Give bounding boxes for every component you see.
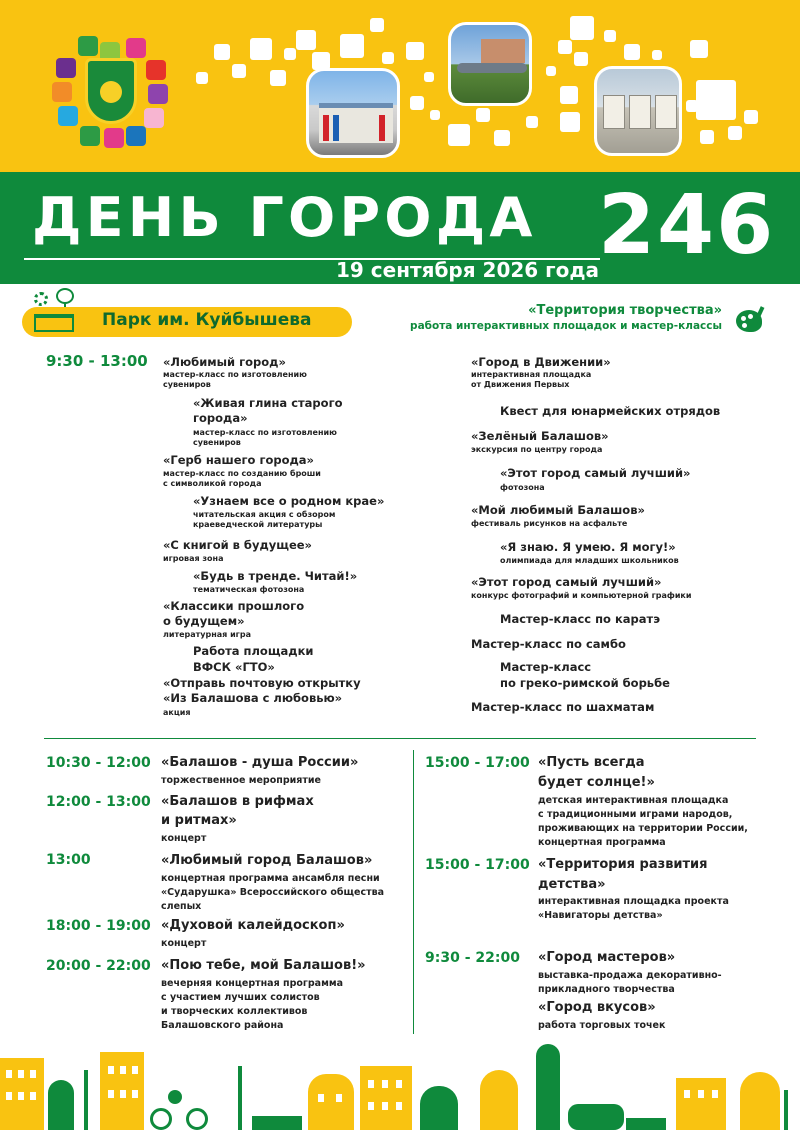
event-desc: сувениров — [163, 380, 211, 389]
schedule-desc: прикладного творчества — [538, 984, 675, 995]
house-icon — [100, 1052, 144, 1130]
decor-square — [476, 108, 490, 122]
cyclist-icon — [150, 1090, 210, 1130]
bench-icon — [252, 1116, 302, 1130]
schedule-desc: и творческих коллективов — [161, 1006, 308, 1017]
event-title: «Я знаю. Я умею. Я могу!» — [500, 540, 676, 554]
decor-square — [526, 116, 538, 128]
decor-square — [410, 96, 424, 110]
house-icon — [308, 1074, 354, 1130]
event-title: «Из Балашова с любовью» — [163, 691, 343, 705]
event-desc: сувениров — [193, 438, 241, 447]
event-title: ВФСК «ГТО» — [193, 660, 275, 674]
family-icon — [420, 1086, 458, 1130]
event-title: «Узнаем все о родном крае» — [193, 494, 385, 508]
schedule-title: «Любимый город Балашов» — [161, 853, 373, 868]
decor-square — [370, 18, 384, 32]
event-title: «Любимый город» — [163, 355, 286, 369]
schedule-title: «Пою тебе, мой Балашов!» — [161, 958, 366, 973]
header-band — [0, 0, 800, 172]
event-title: Мастер-класс по шахматам — [471, 700, 655, 714]
decor-square — [430, 110, 440, 120]
section-divider — [44, 738, 756, 739]
event-title: «Живая глина старого — [193, 396, 343, 410]
schedule-title: «Территория развития — [538, 857, 708, 872]
decor-square — [196, 72, 208, 84]
bench-icon — [626, 1118, 666, 1130]
house-icon — [0, 1058, 44, 1130]
event-desc: литературная игра — [163, 630, 251, 639]
decor-square — [424, 72, 434, 82]
event-desc: с символикой города — [163, 479, 262, 488]
schedule-desc: выставка-продажа декоративно- — [538, 970, 722, 981]
event-title: «Отправь почтовую открытку — [163, 676, 361, 690]
schedule-desc: концерт — [161, 833, 207, 844]
schedule-desc: слепых — [161, 901, 202, 912]
gear-icon — [34, 292, 48, 306]
dog-icon — [568, 1104, 624, 1130]
decor-square — [340, 34, 364, 58]
event-title: Мастер-класс по самбо — [471, 637, 626, 651]
schedule-time: 13:00 — [46, 852, 91, 868]
schedule-title: и ритмах» — [161, 813, 237, 828]
decor-square — [604, 30, 616, 42]
decor-square — [214, 44, 230, 60]
schedule-title: «Город вкусов» — [538, 1000, 656, 1015]
decor-square — [448, 124, 470, 146]
decor-square — [690, 40, 708, 58]
schedule-desc: работа торговых точек — [538, 1020, 666, 1031]
event-desc: читательская акция с обзором — [193, 510, 336, 519]
event-title: города» — [193, 411, 248, 425]
decor-square — [494, 130, 510, 146]
schedule-desc: интерактивная площадка проекта — [538, 896, 729, 907]
event-desc: конкурс фотографий и компьютерной графики — [471, 591, 692, 600]
decor-square — [652, 50, 662, 60]
event-desc: акция — [163, 708, 191, 717]
walking-person-icon — [536, 1044, 560, 1130]
event-desc: фотозона — [500, 483, 545, 492]
schedule-desc: концерт — [161, 938, 207, 949]
decor-square — [574, 52, 588, 66]
event-title: «Город в Движении» — [471, 355, 611, 369]
schedule-time: 12:00 - 13:00 — [46, 794, 151, 810]
park-time: 9:30 - 13:00 — [46, 352, 148, 370]
event-date: 19 сентября 2026 года — [336, 258, 600, 282]
event-desc: от Движения Первых — [471, 380, 570, 389]
lamp-post-icon — [238, 1066, 242, 1130]
memorial-photo — [594, 66, 682, 156]
schedule-desc: концертная программа ансамбля песни — [161, 873, 380, 884]
schedule-desc: Балашовского района — [161, 1020, 284, 1031]
event-desc: мастер-класс по изготовлению — [193, 428, 337, 437]
lamp-post-icon — [84, 1070, 88, 1130]
schedule-title: «Город мастеров» — [538, 950, 676, 965]
building-photo — [306, 68, 400, 158]
schedule-time: 9:30 - 22:00 — [425, 950, 520, 966]
decor-square — [232, 64, 246, 78]
event-title: Квест для юнармейских отрядов — [500, 404, 721, 418]
event-title: по греко-римской борьбе — [500, 676, 670, 690]
decor-square — [284, 48, 296, 60]
column-divider — [413, 750, 414, 1034]
decor-square — [406, 42, 424, 60]
event-desc: мастер-класс по изготовлению — [163, 370, 307, 379]
decor-square — [558, 40, 572, 54]
decor-square — [296, 30, 316, 50]
bench-icon — [34, 314, 74, 332]
event-desc: мастер-класс по созданию броши — [163, 469, 321, 478]
tree-icon — [740, 1072, 780, 1130]
event-title: Мастер-класс по каратэ — [500, 612, 661, 626]
event-desc: фестиваль рисунков на асфальте — [471, 519, 628, 528]
schedule-desc: проживающих на территории России, — [538, 823, 748, 834]
anniversary-number: 246 — [598, 178, 776, 273]
tree-icon — [480, 1070, 518, 1130]
event-desc: экскурсия по центру города — [471, 445, 603, 454]
schedule-desc: вечерняя концертная программа — [161, 978, 344, 989]
schedule-time: 15:00 - 17:00 — [425, 755, 530, 771]
event-title: «Будь в тренде. Читай!» — [193, 569, 358, 583]
house-icon — [676, 1078, 726, 1130]
schedule-title: детства» — [538, 877, 606, 892]
schedule-desc: торжественное мероприятие — [161, 775, 321, 786]
schedule-time: 18:00 - 19:00 — [46, 918, 151, 934]
schedule-title: «Балашов - душа России» — [161, 755, 359, 770]
tree-trunk — [784, 1090, 788, 1130]
event-title: «С книгой в будущее» — [163, 538, 312, 552]
decor-square — [700, 130, 714, 144]
decor-square — [382, 52, 394, 64]
event-desc: олимпиада для младших школьников — [500, 556, 679, 565]
schedule-time: 15:00 - 17:00 — [425, 857, 530, 873]
decor-square — [686, 100, 698, 112]
decor-square — [728, 126, 742, 140]
page-title: ДЕНЬ ГОРОДА — [32, 186, 537, 249]
decor-square — [546, 66, 556, 76]
schedule-time: 10:30 - 12:00 — [46, 755, 151, 771]
schedule-time: 20:00 - 22:00 — [46, 958, 151, 974]
event-title: «Мой любимый Балашов» — [471, 503, 645, 517]
event-desc: краеведческой литературы — [193, 520, 323, 529]
decor-square — [270, 70, 286, 86]
city-emblem-logo — [52, 36, 170, 148]
schedule-desc: концертная программа — [538, 837, 666, 848]
territory-subheading: работа интерактивных площадок и мастер-классы — [410, 320, 722, 332]
decor-square — [696, 80, 736, 120]
event-desc: тематическая фотозона — [193, 585, 305, 594]
territory-heading: «Территория творчества» — [528, 303, 722, 318]
city-skyline-illustration — [0, 1040, 800, 1130]
airplane-monument-photo — [448, 22, 532, 106]
tree-icon — [48, 1080, 74, 1130]
schedule-desc: детская интерактивная площадка — [538, 795, 729, 806]
decor-square — [570, 16, 594, 40]
event-desc: интерактивная площадка — [471, 370, 592, 379]
schedule-desc: с участием лучших солистов — [161, 992, 320, 1003]
schedule-desc: «Сударушка» Всероссийского общества — [161, 887, 385, 898]
schedule-title: «Балашов в рифмах — [161, 794, 314, 809]
event-title: «Классики прошлого — [163, 599, 305, 613]
schedule-desc: с традиционными играми народов, — [538, 809, 733, 820]
event-title: Работа площадки — [193, 644, 314, 658]
palette-icon — [736, 306, 768, 334]
event-title: «Этот город самый лучший» — [500, 466, 691, 480]
park-heading: Парк им. Куйбышева — [102, 310, 312, 330]
event-title: Мастер-класс — [500, 660, 592, 674]
decor-square — [624, 44, 640, 60]
decor-square — [250, 38, 272, 60]
event-title: о будущем» — [163, 614, 245, 628]
event-desc: игровая зона — [163, 554, 224, 563]
decor-square — [560, 112, 580, 132]
event-title: «Этот город самый лучший» — [471, 575, 662, 589]
event-title: «Зелёный Балашов» — [471, 429, 609, 443]
decor-square — [560, 86, 578, 104]
schedule-title: «Духовой калейдоскоп» — [161, 918, 345, 933]
schedule-title: будет солнце!» — [538, 775, 655, 790]
schedule-desc: «Навигаторы детства» — [538, 910, 663, 921]
house-icon — [360, 1066, 412, 1130]
decor-square — [744, 110, 758, 124]
schedule-title: «Пусть всегда — [538, 755, 645, 770]
event-title: «Герб нашего города» — [163, 453, 314, 467]
